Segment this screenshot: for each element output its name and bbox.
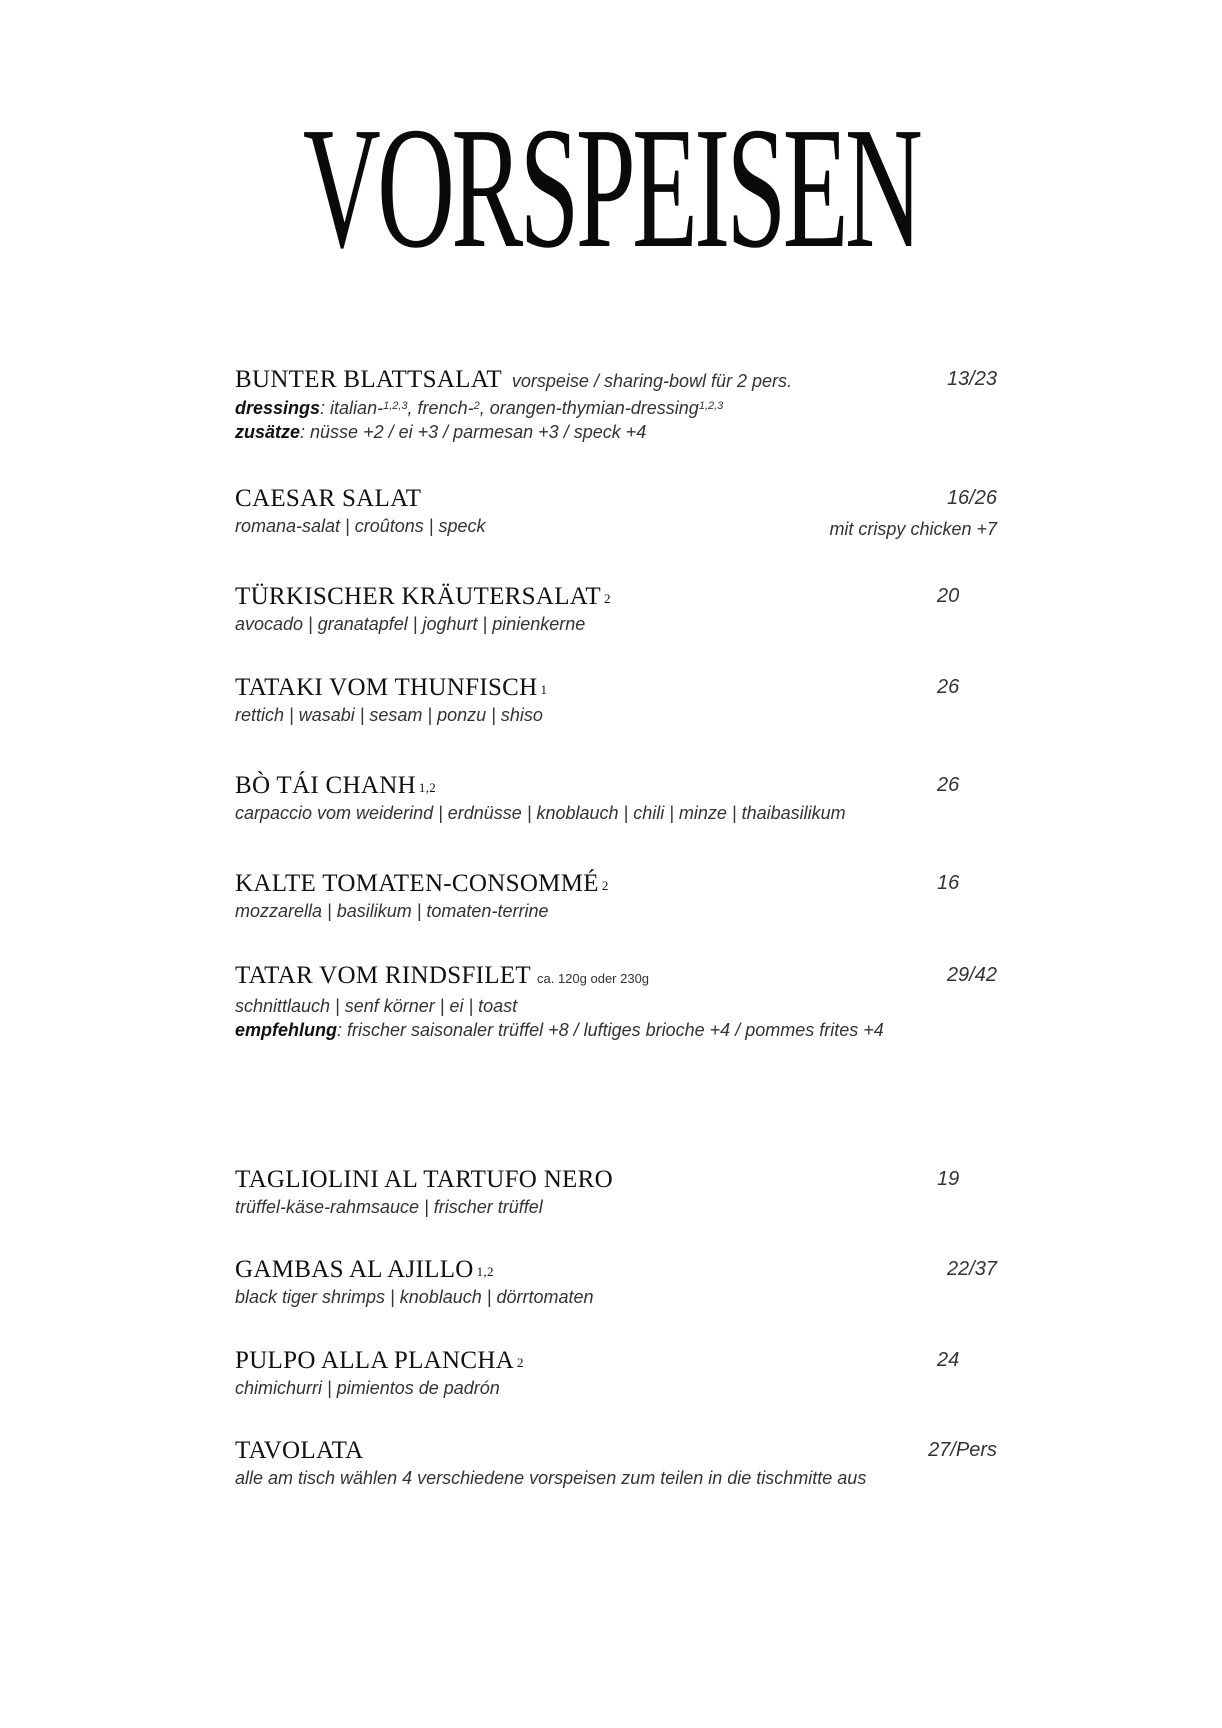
item-price: 24 <box>937 1349 960 1371</box>
item-description: black tiger shrimps | knoblauch | dörrtomaten <box>235 1287 594 1307</box>
menu-item-tatar <box>235 961 997 1042</box>
item-name: TATAKI VOM THUNFISCH <box>235 674 538 701</box>
menu-item-tagliolini <box>235 1165 997 1219</box>
zusaetze-line: zusätze: nüsse +2 / ei +3 / parmesan +3 / speck +4 <box>235 422 647 442</box>
item-price: 26 <box>937 774 960 796</box>
item-description: mozzarella | basilikum | tomaten-terrine <box>235 901 549 921</box>
item-price: 29/42 <box>946 964 997 986</box>
menu-item-caesar <box>235 484 997 538</box>
item-name: PULPO ALLA PLANCHA <box>235 1347 515 1374</box>
item-price: 19 <box>937 1168 960 1190</box>
menu-item-blattsalat <box>235 365 997 444</box>
item-price: 16/26 <box>946 487 997 509</box>
page-title: VORSPEISEN <box>302 91 920 284</box>
item-description: trüffel-käse-rahmsauce | frischer trüffel <box>235 1197 543 1217</box>
empfehlung-label: empfehlung <box>235 1020 337 1040</box>
item-name: TAVOLATA <box>235 1437 364 1464</box>
item-price: 27/Pers <box>928 1439 997 1461</box>
item-name: CAESAR SALAT <box>235 485 422 512</box>
menu-item-tataki: TATAKI VOM THUNFISCH $^1$ 26 rettich | wasabi | sesam | ponzu | shiso <box>235 673 997 727</box>
item-name: BUNTER BLATTSALAT <box>235 366 502 393</box>
item-description: rettich | wasabi | sesam | ponzu | shiso <box>235 705 543 725</box>
item-name: BÒ TÁI CHANH <box>235 772 416 799</box>
empfehlung-line: empfehlung: frischer saisonaler trüffel +8 / luftiges brioche +4 / pommes frites +4 <box>235 1020 884 1040</box>
item-size-note: ca. 120g oder 230g <box>537 971 650 986</box>
item-price: 20 <box>937 585 960 607</box>
item-description: schnittlauch | senf körner | ei | toast <box>235 996 518 1016</box>
item-price: 13/23 <box>946 368 997 390</box>
item-price: 22/37 <box>946 1258 997 1280</box>
item-name: TATAR VOM RINDSFILET <box>235 962 531 989</box>
menu-item-botai: BÒ TÁI CHANH $^{1,2}$ 26 carpaccio vom weiderind | erdnüsse | knoblauch | chili | minze | thaibasilikum <box>235 771 997 825</box>
menu-item-gambas: GAMBAS AL AJILLO $^{1,2}$ 22/37 black tiger shrimps | knoblauch | dörrtomaten <box>235 1256 997 1307</box>
item-price: 16 <box>937 872 960 894</box>
item-description: carpaccio vom weiderind | erdnüsse | knoblauch | chili | minze | thaibasilikum <box>235 803 846 823</box>
item-name: TÜRKISCHER KRÄUTERSALAT <box>235 583 601 610</box>
menu-item-tavolata <box>235 1436 997 1490</box>
menu-item-kraeutersalat: TÜRKISCHER KRÄUTERSALAT $^2$ 20 avocado | granatapfel | joghurt | pinienkerne <box>235 582 997 636</box>
item-name: TAGLIOLINI AL TARTUFO NERO <box>235 1166 613 1193</box>
item-note: vorspeise / sharing-bowl für 2 pers. <box>511 371 793 391</box>
dressings-label: dressings <box>235 398 321 418</box>
item-description: chimichurri | pimientos de padrón <box>235 1378 500 1398</box>
item-description: alle am tisch wählen 4 verschiedene vorspeisen zum teilen in die tischmitte aus <box>235 1468 867 1488</box>
item-description: romana-salat | croûtons | speck <box>235 516 486 536</box>
item-price: 26 <box>937 676 960 698</box>
dressings-line: dressings: italian-$^{1,2,3}$, french-$^2$, orangen-thymian-dressing$^{1,2,3}$ <box>235 398 724 418</box>
menu-item-consomme: KALTE TOMATEN-CONSOMMÉ $^2$ 16 mozzarella | basilikum | tomaten-terrine <box>235 869 997 923</box>
zusaetze-label: zusätze <box>235 422 301 442</box>
item-addon: mit crispy chicken +7 <box>829 519 997 539</box>
menu-item-pulpo: PULPO ALLA PLANCHA $^2$ 24 chimichurri | pimientos de padrón <box>235 1346 997 1400</box>
item-description: avocado | granatapfel | joghurt | pinienkerne <box>235 614 586 634</box>
item-name: GAMBAS AL AJILLO <box>235 1256 474 1283</box>
item-name: KALTE TOMATEN-CONSOMMÉ <box>235 870 599 897</box>
